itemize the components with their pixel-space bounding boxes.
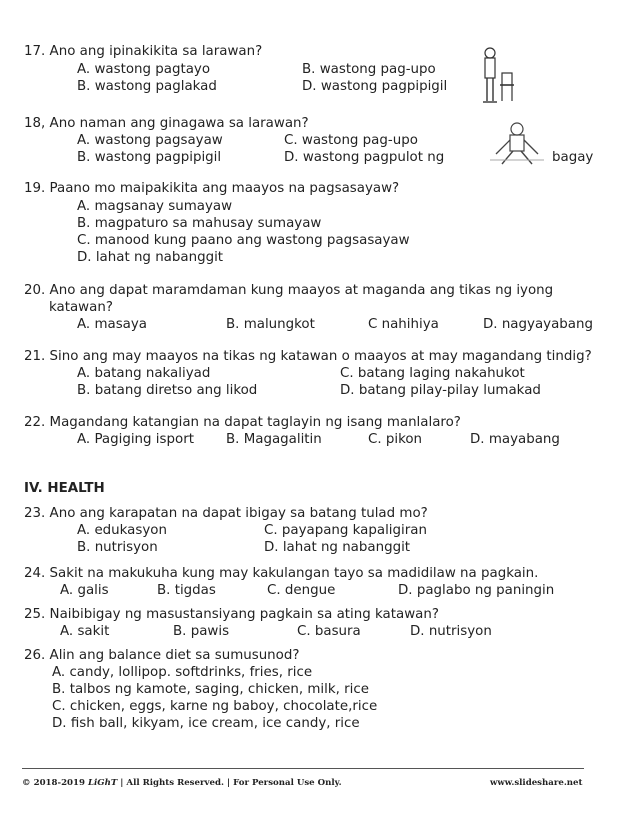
footer-rights: | All Rights Reserved. | For Personal Use Only. [120, 778, 342, 788]
q22-option-a: A. Pagiging isport [77, 432, 194, 447]
q18-option-c: C. wastong pag-upo [284, 133, 418, 148]
question-20-cont: katawan? [49, 300, 113, 315]
q26-option-b: B. talbos ng kamote, saging, chicken, milk, rice [52, 682, 369, 697]
q18-option-b: B. wastong pagpipigil [77, 150, 222, 165]
q25-option-a: A. sakit [60, 624, 110, 639]
q18-option-a: A. wastong pagsayaw [77, 133, 223, 148]
q17-option-b: B. wastong pag-upo [302, 62, 436, 77]
bending-figure-image [488, 120, 546, 168]
standing-figure-image [480, 45, 516, 107]
q17-option-a: A. wastong pagtayo [77, 62, 211, 77]
q17-option-d: D. wastong pagpipigil [302, 79, 448, 94]
question-25: 25. Naibibigay ng masustansiyang pagkain sa ating katawan? [24, 607, 439, 622]
q23-option-b: B. nutrisyon [77, 540, 158, 555]
q20-option-a: A. masaya [77, 317, 147, 332]
q25-option-c: C. basura [297, 624, 361, 639]
q22-option-c: C. pikon [368, 432, 423, 447]
q19-option-a: A. magsanay sumayaw [77, 199, 233, 214]
q24-option-d: D. paglabo ng paningin [398, 583, 555, 598]
q24-option-c: C. dengue [267, 583, 336, 598]
q22-option-d: D. mayabang [470, 432, 560, 447]
section-heading: IV. HEALTH [24, 481, 105, 496]
footer-copyright: © 2018-2019 [22, 778, 85, 788]
question-23: 23. Ano ang karapatan na dapat ibigay sa batang tulad mo? [24, 506, 428, 521]
footer-divider [22, 768, 584, 769]
question-22: 22. Magandang katangian na dapat taglayin ng isang manlalaro? [24, 415, 461, 430]
q20-option-b: B. malungkot [226, 317, 315, 332]
q24-option-b: B. tigdas [157, 583, 216, 598]
q21-option-a: A. batang nakaliyad [77, 366, 211, 381]
q23-option-c: C. payapang kapaligiran [264, 523, 427, 538]
q19-option-c: C. manood kung paano ang wastong pagsasayaw [77, 233, 410, 248]
q17-option-c: B. wastong paglakad [77, 79, 217, 94]
q20-option-c: C nahihiya [368, 317, 439, 332]
q26-option-c: C. chicken, eggs, karne ng baboy, chocolate,rice [52, 699, 378, 714]
q21-option-d: D. batang pilay-pilay lumakad [340, 383, 541, 398]
q22-option-b: B. Magagalitin [226, 432, 322, 447]
footer-brand: LiGhT [88, 778, 118, 788]
q24-option-a: A. galis [60, 583, 109, 598]
q18-option-d-tail: bagay [552, 150, 594, 165]
question-17: 17. Ano ang ipinakikita sa larawan? [24, 44, 263, 59]
q23-option-a: A. edukasyon [77, 523, 167, 538]
q25-option-b: B. pawis [173, 624, 230, 639]
q20-option-d: D. nagyayabang [483, 317, 593, 332]
q26-option-d: D. fish ball, kikyam, ice cream, ice candy, rice [52, 716, 360, 731]
q19-option-d: D. lahat ng nabanggit [77, 250, 224, 265]
q21-option-c: C. batang laging nakahukot [340, 366, 525, 381]
question-26: 26. Alin ang balance diet sa sumusunod? [24, 648, 300, 663]
q18-option-d: D. wastong pagpulot ng [284, 150, 445, 165]
q25-option-d: D. nutrisyon [410, 624, 492, 639]
q26-option-a: A. candy, lollipop. softdrinks, fries, rice [52, 665, 313, 680]
question-19: 19. Paano mo maipakikita ang maayos na pagsasayaw? [24, 181, 400, 196]
q23-option-d: D. lahat ng nabanggit [264, 540, 411, 555]
footer-left [22, 778, 342, 788]
question-21: 21. Sino ang may maayos na tikas ng katawan o maayos at may magandang tindig? [24, 349, 592, 364]
q19-option-b: B. magpaturo sa mahusay sumayaw [77, 216, 322, 231]
q21-option-b: B. batang diretso ang likod [77, 383, 258, 398]
footer-site-link[interactable]: www.slideshare.net [490, 778, 583, 788]
question-20: 20. Ano ang dapat maramdaman kung maayos at maganda ang tikas ng iyong [24, 283, 554, 298]
question-18: 18, Ano naman ang ginagawa sa larawan? [24, 116, 309, 131]
question-24: 24. Sakit na makukuha kung may kakulangan tayo sa madidilaw na pagkain. [24, 566, 539, 581]
